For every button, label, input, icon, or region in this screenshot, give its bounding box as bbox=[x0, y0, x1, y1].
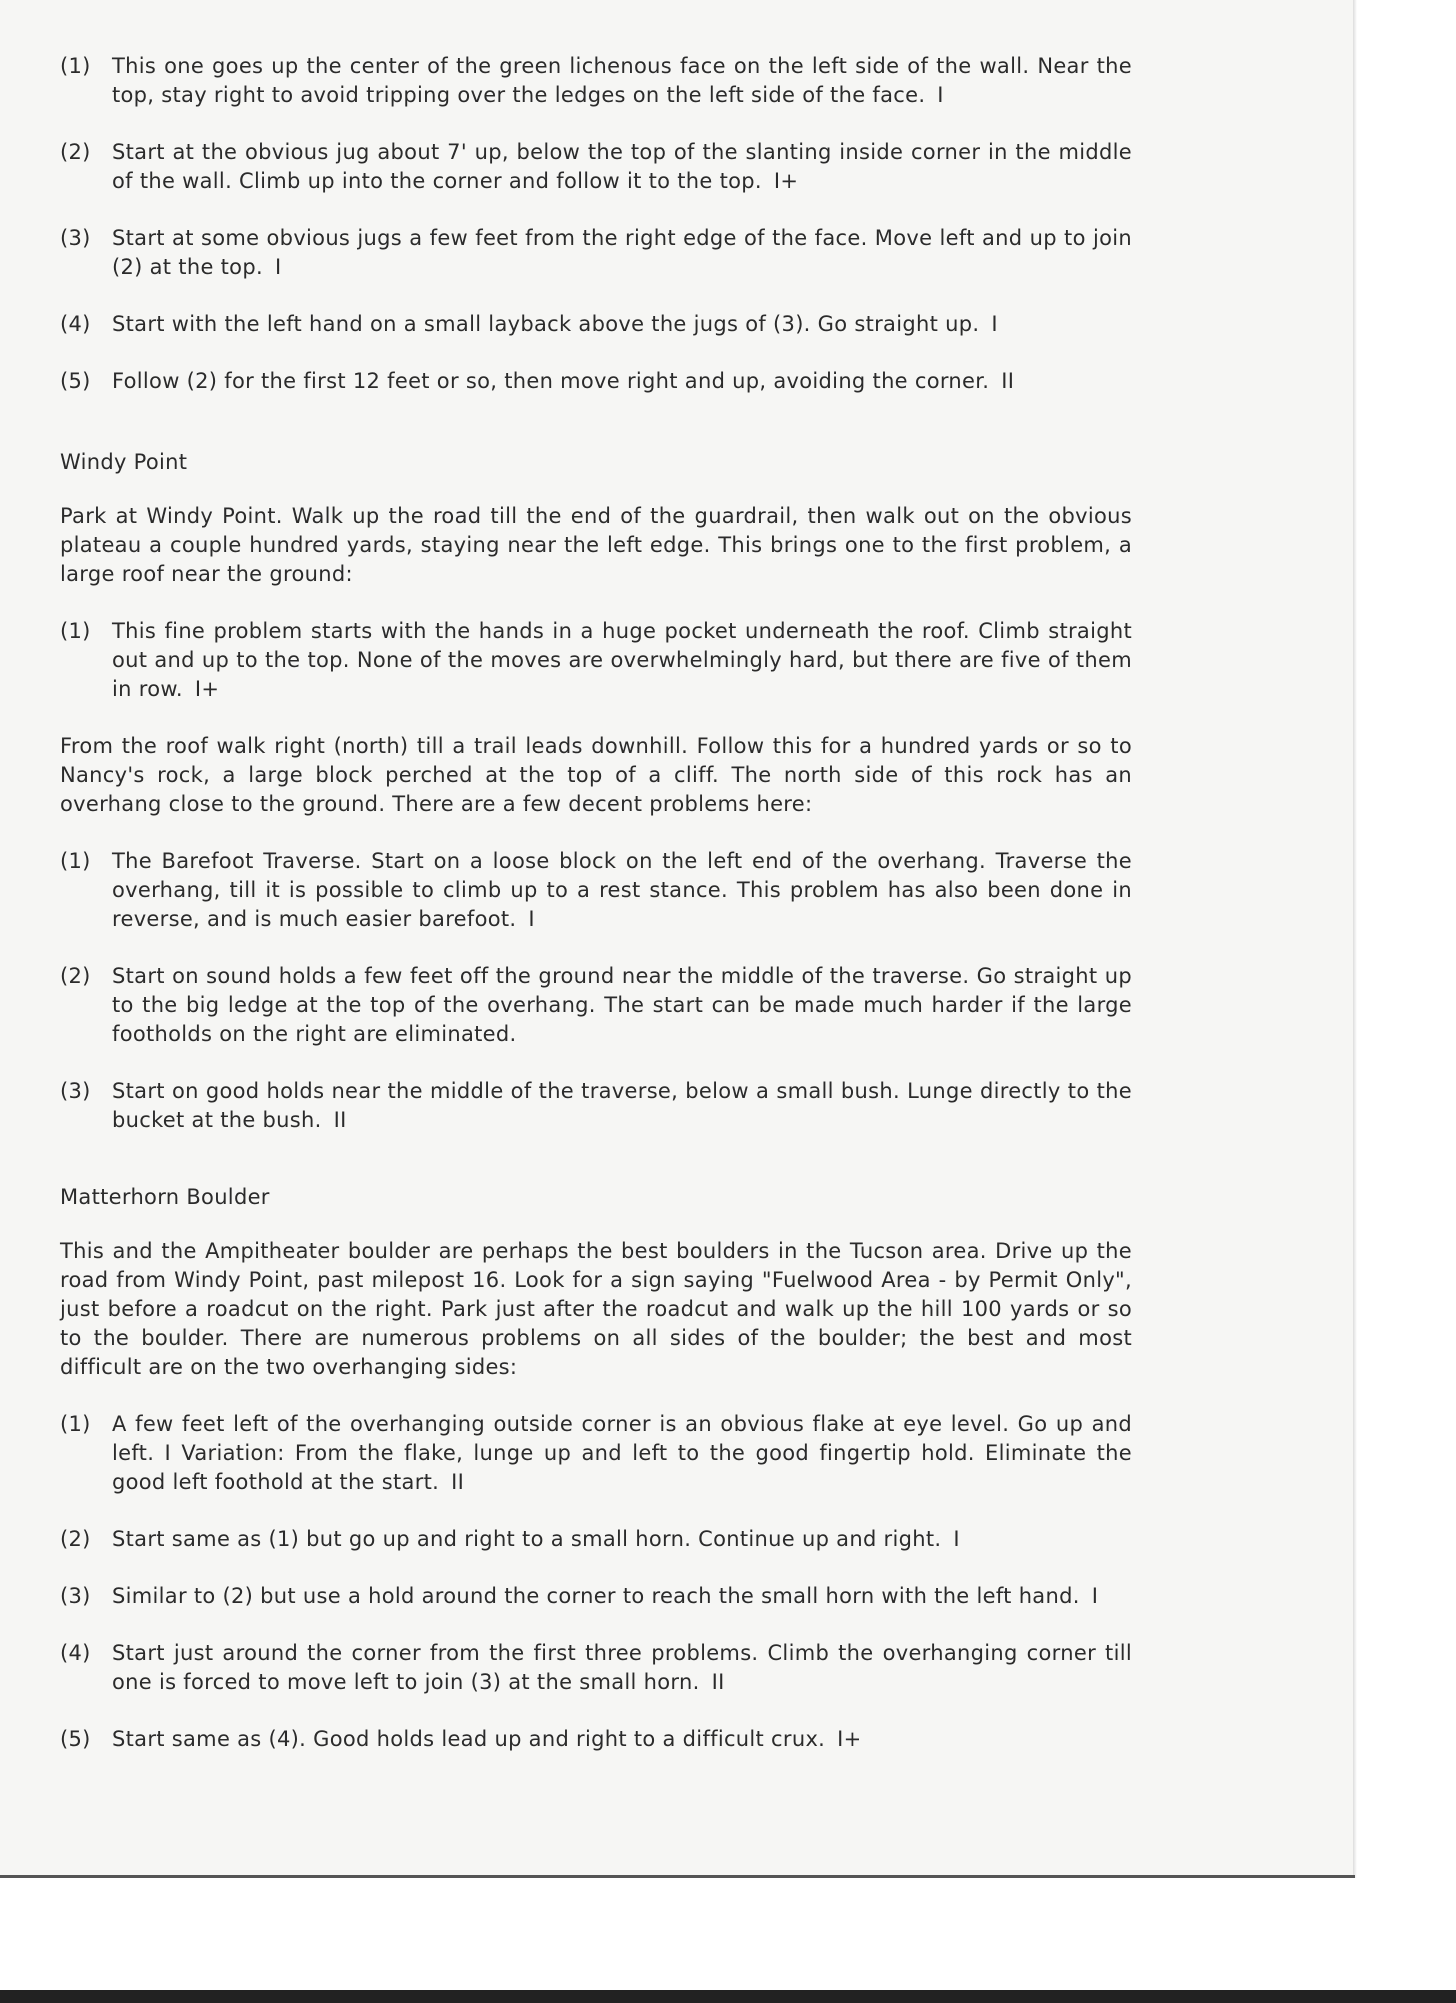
problem-item bbox=[60, 1639, 1132, 1697]
problem-grade: I bbox=[953, 1527, 960, 1551]
problem-grade: I bbox=[1091, 1584, 1099, 1608]
problem-grade: I bbox=[274, 255, 282, 279]
problem-grade: I+ bbox=[773, 169, 799, 193]
problem-text: Start same as (4). Good holds lead up and right to a difficult crux. bbox=[112, 1727, 826, 1751]
problem-grade: II bbox=[333, 1108, 347, 1132]
section-heading-windy-point: Windy Point bbox=[60, 450, 188, 474]
problem-number: (3) bbox=[60, 226, 91, 250]
problem-item bbox=[60, 367, 1132, 396]
page-shadow bbox=[1353, 0, 1357, 1878]
problem-item bbox=[60, 1525, 1132, 1554]
problem-number: (4) bbox=[60, 1641, 91, 1665]
problem-text: Start just around the corner from the first three problems. Climb the overhanging corner till one is forced to move left to join (3) at the small horn. bbox=[112, 1641, 1132, 1694]
problem-number: (1) bbox=[60, 849, 91, 873]
problem-item bbox=[60, 224, 1132, 282]
problem-number: (2) bbox=[60, 140, 91, 164]
problem-grade: I+ bbox=[194, 677, 220, 701]
problem-text: Start on good holds near the middle of the traverse, below a small bush. Lunge directly to the bucket at the bush. bbox=[112, 1079, 1132, 1132]
problem-item bbox=[60, 847, 1132, 934]
problem-number: (2) bbox=[60, 964, 91, 988]
problem-text: This fine problem starts with the hands in a huge pocket underneath the roof. Climb straight out and up to the top. None of the moves are overwhelmingly hard, but there are five of them in row. bbox=[112, 619, 1132, 701]
problem-grade: I+ bbox=[837, 1727, 862, 1751]
problem-number: (2) bbox=[60, 1527, 91, 1551]
section-heading-matterhorn-boulder: Matterhorn Boulder bbox=[60, 1185, 270, 1209]
problem-text: Start on sound holds a few feet off the ground near the middle of the traverse. Go straight up to the big ledge at the top of the overhang. The start can be made much harder if the large footholds on the right are eliminated. bbox=[112, 964, 1132, 1046]
problem-item bbox=[60, 1077, 1132, 1135]
problem-grade: II bbox=[711, 1670, 725, 1694]
problem-text: The Barefoot Traverse. Start on a loose block on the left end of the overhang. Traverse the overhang, till it is possible to climb up to a rest stance. This problem has also been done in reverse, and is much easier barefoot. bbox=[112, 849, 1132, 931]
problem-text: Start same as (1) but go up and right to a small horn. Continue up and right. bbox=[112, 1527, 942, 1551]
section-intro-nancys-rock: From the roof walk right (north) till a trail leads downhill. Follow this for a hundred yards or so to Nancy's rock, a large block perched at the top of a cliff. The north side of this rock has an overhang close to the ground. There are a few decent problems here: bbox=[60, 734, 1132, 816]
problem-grade: I bbox=[991, 312, 998, 336]
problem-item bbox=[60, 310, 1132, 339]
section-intro: Park at Windy Point. Walk up the road till the end of the guardrail, then walk out on the obvious plateau a couple hundred yards, staying near the left edge. This brings one to the first problem, a large roof near the ground: bbox=[60, 504, 1132, 586]
problem-number: (1) bbox=[60, 1412, 91, 1436]
problem-text: A few feet left of the overhanging outside corner is an obvious flake at eye level. Go up and left. I Variation: From the flake, lunge up and left to the good fingertip hold. Eliminate the good left foothold at the start. bbox=[112, 1412, 1132, 1494]
problem-grade: II bbox=[451, 1470, 465, 1494]
problem-text: Similar to (2) but use a hold around the corner to reach the small horn with the left hand. bbox=[112, 1584, 1080, 1608]
problem-item bbox=[60, 1725, 1132, 1754]
problem-number: (3) bbox=[60, 1584, 91, 1608]
problem-item bbox=[60, 962, 1132, 1049]
problem-text: Follow (2) for the first 12 feet or so, then move right and up, avoiding the corner. bbox=[112, 369, 990, 393]
problem-number: (4) bbox=[60, 312, 91, 336]
problem-grade: II bbox=[1001, 369, 1015, 393]
problem-number: (5) bbox=[60, 1727, 91, 1751]
problem-number: (1) bbox=[60, 619, 91, 643]
page-bottom-edge bbox=[0, 1875, 1355, 1878]
section-intro: This and the Ampitheater boulder are perhaps the best boulders in the Tucson area. Drive up the road from Windy Point, past milepost 16. Look for a sign saying "Fuelwood Area - by Permit Only", just before a roadcut on the right. Park just after the roadcut and walk up the hill 100 yards or so to the boulder. There are numerous problems on all sides of the boulder; the best and most difficult are on the two overhanging sides: bbox=[60, 1239, 1132, 1379]
document-body bbox=[60, 52, 1132, 1782]
problem-item bbox=[60, 617, 1132, 704]
problem-item bbox=[60, 52, 1132, 110]
problem-number: (3) bbox=[60, 1079, 91, 1103]
problem-grade: I bbox=[937, 83, 944, 107]
scanner-border bbox=[0, 1990, 1456, 2003]
problem-text: This one goes up the center of the green lichenous face on the left side of the wall. Near the top, stay right to avoid tripping over the ledges on the left side of the face. bbox=[112, 54, 1132, 107]
problem-text: Start at some obvious jugs a few feet from the right edge of the face. Move left and up to join (2) at the top. bbox=[112, 226, 1132, 279]
problem-item bbox=[60, 1582, 1132, 1611]
problem-grade: I bbox=[528, 907, 535, 931]
problem-number: (1) bbox=[60, 54, 91, 78]
problem-item bbox=[60, 138, 1132, 196]
problem-item bbox=[60, 1410, 1132, 1497]
problem-number: (5) bbox=[60, 369, 91, 393]
problem-text: Start with the left hand on a small layback above the jugs of (3). Go straight up. bbox=[112, 312, 980, 336]
problem-text: Start at the obvious jug about 7' up, below the top of the slanting inside corner in the middle of the wall. Climb up into the corner and follow it to the top. bbox=[112, 140, 1132, 193]
